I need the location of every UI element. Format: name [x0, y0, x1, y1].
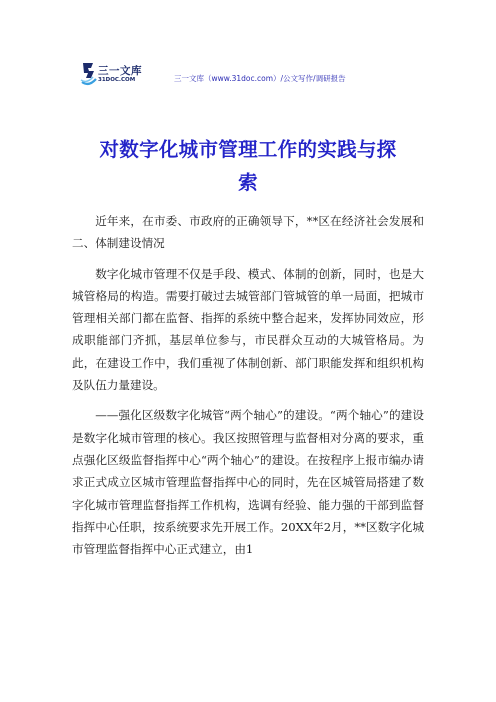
- paragraph-2: 数字化城市管理不仅是手段、模式、体制的创新，同时，也是大城管格局的构造。需要打破过去城管部门管城管的单一局面，把城市管理相关部门都在监督、指挥的系统中整合起来，发挥协同效应，形成职能部门齐抓，基层单位参与，市民群众互动的大城管格局。为此，在建设工作中，我们重视了体制创新、部门职能发挥和组织机构及队伍力量建设。: [72, 266, 424, 393]
- title-line-1: 对数字化城市管理工作的实践与探: [99, 138, 397, 161]
- logo-name: 三一文库: [98, 65, 142, 77]
- site-logo[interactable]: [80, 60, 158, 90]
- paragraph-3: ——强化区级数字化城管“两个轴心”的建设。“两个轴心”的建设是数字化城市管理的核心。我区按照管理与监督相对分离的要求，重点强化区级监督指挥中心“两个轴心”的建设。在按程序上报市编办请求正式成立区城市管理监督指挥中心的同时，先在区城管局搭建了数字化城市管理监督指挥工作机构，选调有经验、能力强的干部到监督指挥中心任职，按系统要求先开展工作。20XX年2月，**区数字化城市管理监督指挥中心正式建立，由1: [72, 408, 424, 557]
- title-line-2: 索: [238, 171, 258, 194]
- logo-domain: 31DOC.COM: [98, 77, 136, 83]
- document-body: [72, 210, 424, 568]
- header-breadcrumb-link[interactable]: 三一文库（www.31doc.com）/公文写作/调研报告: [174, 74, 346, 83]
- document-title: [64, 133, 432, 199]
- paragraph-1: 近年来，在市委、市政府的正确领导下，**区在经济社会发展和二、体制建设情况: [72, 214, 424, 251]
- logo-mark-icon: [80, 60, 98, 88]
